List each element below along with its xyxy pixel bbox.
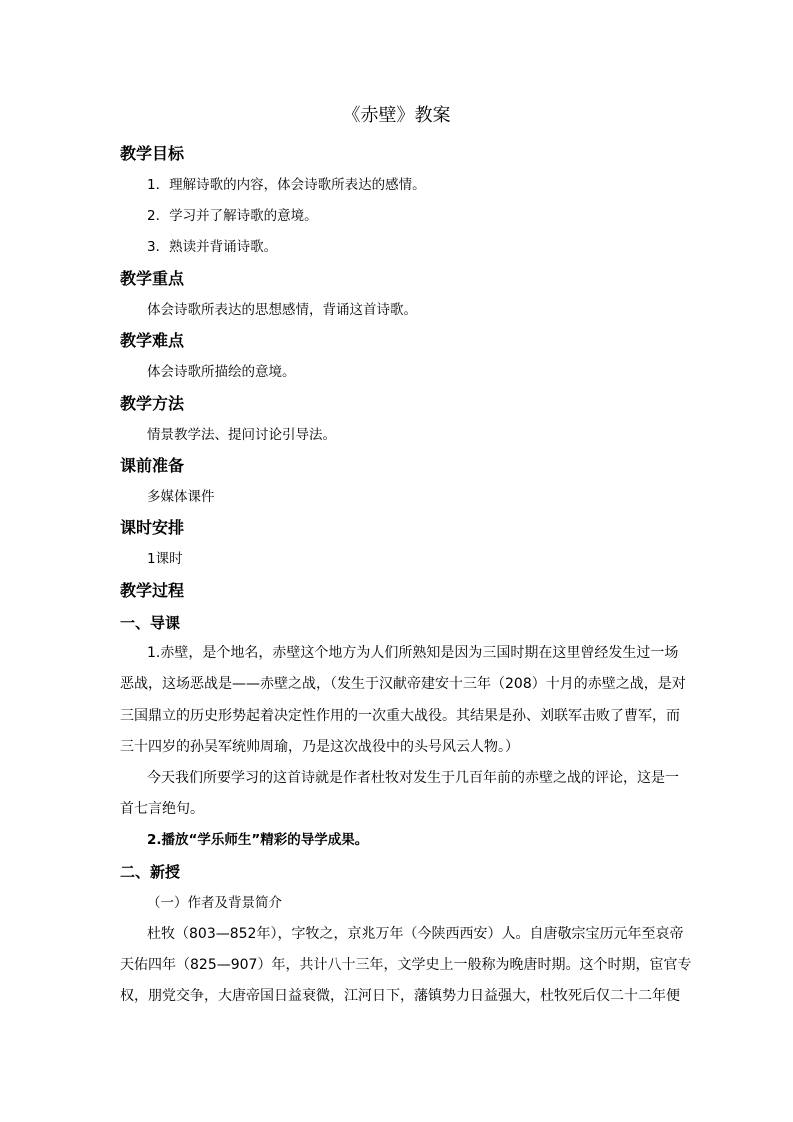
schedule-text: 1课时	[147, 551, 183, 567]
heading-new-lesson: 二、新授	[120, 863, 181, 881]
document-title: 《赤壁》教案	[342, 105, 451, 126]
intro-item-2: 2.播放“学乐师生”精彩的导学成果。	[147, 832, 369, 848]
heading-key-points: 教学重点	[120, 269, 185, 288]
heading-intro: 一、导课	[120, 614, 181, 632]
heading-schedule: 课时安排	[120, 518, 185, 537]
intro-para2-line-2: 首七言绝句。	[120, 801, 204, 817]
intro-para1-line-1: 1.赤壁，是个地名，赤壁这个地方为人们所熟知是因为三国时期在这里曾经发生过一场	[147, 645, 679, 661]
goal-item-1: 1．理解诗歌的内容，体会诗歌所表达的感情。	[147, 177, 426, 193]
heading-methods: 教学方法	[120, 394, 185, 413]
intro-para1-line-4: 三十四岁的孙吴军统帅周瑜，乃是这次战役中的头号风云人物。）	[120, 739, 519, 755]
heading-goals: 教学目标	[120, 144, 185, 163]
heading-preparation: 课前准备	[120, 456, 185, 475]
goal-item-2: 2．学习并了解诗歌的意境。	[147, 208, 318, 224]
heading-difficulties: 教学难点	[120, 331, 185, 350]
author-para-line-1: 杜牧（803—852年），字牧之，京兆万年（今陕西西安）人。自唐敬宗宝历元年至哀帝	[147, 926, 684, 942]
author-para-line-3: 权，朋党交争，大唐帝国日益衰微，江河日下，藩镇势力日益强大，杜牧死后仅二十二年便	[120, 988, 680, 1004]
intro-para1-line-3: 三国鼎立的历史形势起着决定性作用的一次重大战役。其结果是孙、刘联军击败了曹军，而	[120, 708, 680, 724]
author-para-line-2: 天佑四年（825—907）年，共计八十三年，文学史上一般称为晚唐时期。这个时期，宦官专	[120, 957, 692, 973]
goal-item-3: 3．熟读并背诵诗歌。	[147, 239, 278, 255]
new-lesson-sub1: （一）作者及背景简介	[147, 895, 282, 911]
difficulties-text: 体会诗歌所描绘的意境。	[147, 364, 296, 380]
heading-process: 教学过程	[120, 581, 185, 600]
key-points-text: 体会诗歌所表达的思想感情，背诵这首诗歌。	[147, 302, 417, 318]
preparation-text: 多媒体课件	[147, 489, 215, 505]
intro-para2-line-1: 今天我们所要学习的这首诗就是作者杜牧对发生于几百年前的赤壁之战的评论，这是一	[147, 770, 679, 786]
methods-text: 情景教学法、提问讨论引导法。	[147, 427, 336, 443]
intro-para1-line-2: 恶战，这场恶战是——赤壁之战，（发生于汉献帝建安十三年（208）十月的赤壁之战，是对	[120, 676, 686, 692]
